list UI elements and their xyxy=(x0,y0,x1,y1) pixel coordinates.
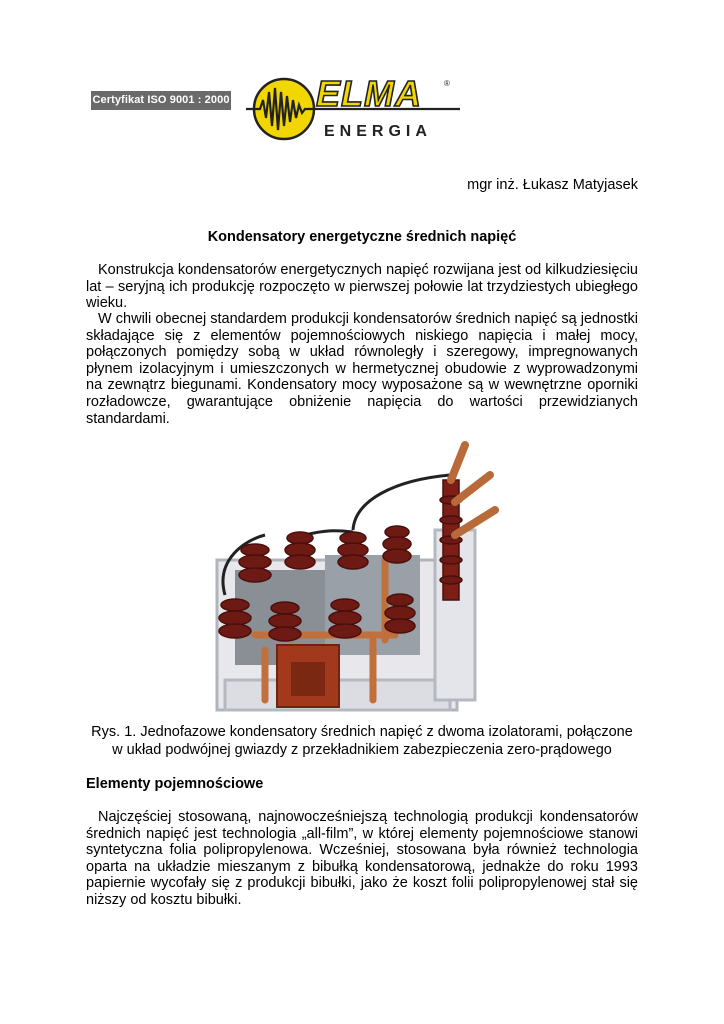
paragraph-2: W chwili obecnej standardem produkcji kondensatorów średnich napięć są jednostki składające się z elementów pojemnościowych niskiego napięcia i małej mocy, połączonych pomiędzy sobą w układ równoległy i szeregowy, impregnowanych płynem izolacyjnym i umieszczonych w hermetycznej obudowie z wyprowadzonymi na zewnątrz biegunami. Kondensatory mocy wyposażone są w wewnętrzne oporniki rozładowcze, gwarantujące obniżenie napięcia do wartości przewidzianych standardami. xyxy=(86,311,638,427)
insulator xyxy=(239,544,271,582)
document-title: Kondensatory energetyczne średnich napięć xyxy=(207,229,517,245)
insulator xyxy=(329,599,361,638)
caption-line-2: w układ podwójnej gwiazdy z przekładnikiem zabezpieczenia zero-prądowego xyxy=(112,741,612,758)
paragraph-1: Konstrukcja kondensatorów energetycznych napięć rozwijana jest od kilkudziesięciu lat – seryjną ich produkcję rozpoczęto w pierwszej połowie lat trzydziestych ubiegłego wieku. xyxy=(86,262,638,312)
author-line: mgr inż. Łukasz Matyjasek xyxy=(467,177,638,193)
insulator xyxy=(219,599,251,638)
insulator xyxy=(269,602,301,641)
intro-paragraph xyxy=(86,262,638,312)
caption-line-1: Rys. 1. Jednofazowe kondensatory średnich napięć z dwoma izolatorami, połączone xyxy=(91,724,633,740)
capacitor-bank-photo xyxy=(205,440,505,720)
insulator xyxy=(338,532,368,569)
insulator xyxy=(383,526,411,563)
elma-energia-logo xyxy=(246,72,460,150)
figure-caption xyxy=(60,724,664,759)
logo-registered-mark: ® xyxy=(444,79,450,88)
logo-energia-text: ENERGIA xyxy=(324,123,432,140)
body-paragraph xyxy=(86,311,638,427)
iso-certificate-badge: Certyfikat ISO 9001 : 2000 xyxy=(91,91,231,110)
section-heading: Elementy pojemnościowe xyxy=(86,776,264,792)
paragraph-3: Najczęściej stosowaną, najnowocześniejszą technologią produkcji kondensatorów średnich napięć jest technologia „all-film”, w której elementy pojemnościowe stanowi syntetyczna folia polipropylenowa. Wcześniej, stosowana była również technologia oparta na układzie mieszanym z bibułką kondensatorową, jednakże do roku 1993 papiernie wycofały się z produkcji bibułki, jako że koszt folii polipropylenowej stał się niższy od kosztu bibułki. xyxy=(86,809,638,908)
logo-elma-text: ELMA xyxy=(316,73,422,114)
insulator xyxy=(385,594,415,633)
insulator xyxy=(285,532,315,569)
section-paragraph xyxy=(86,809,638,909)
